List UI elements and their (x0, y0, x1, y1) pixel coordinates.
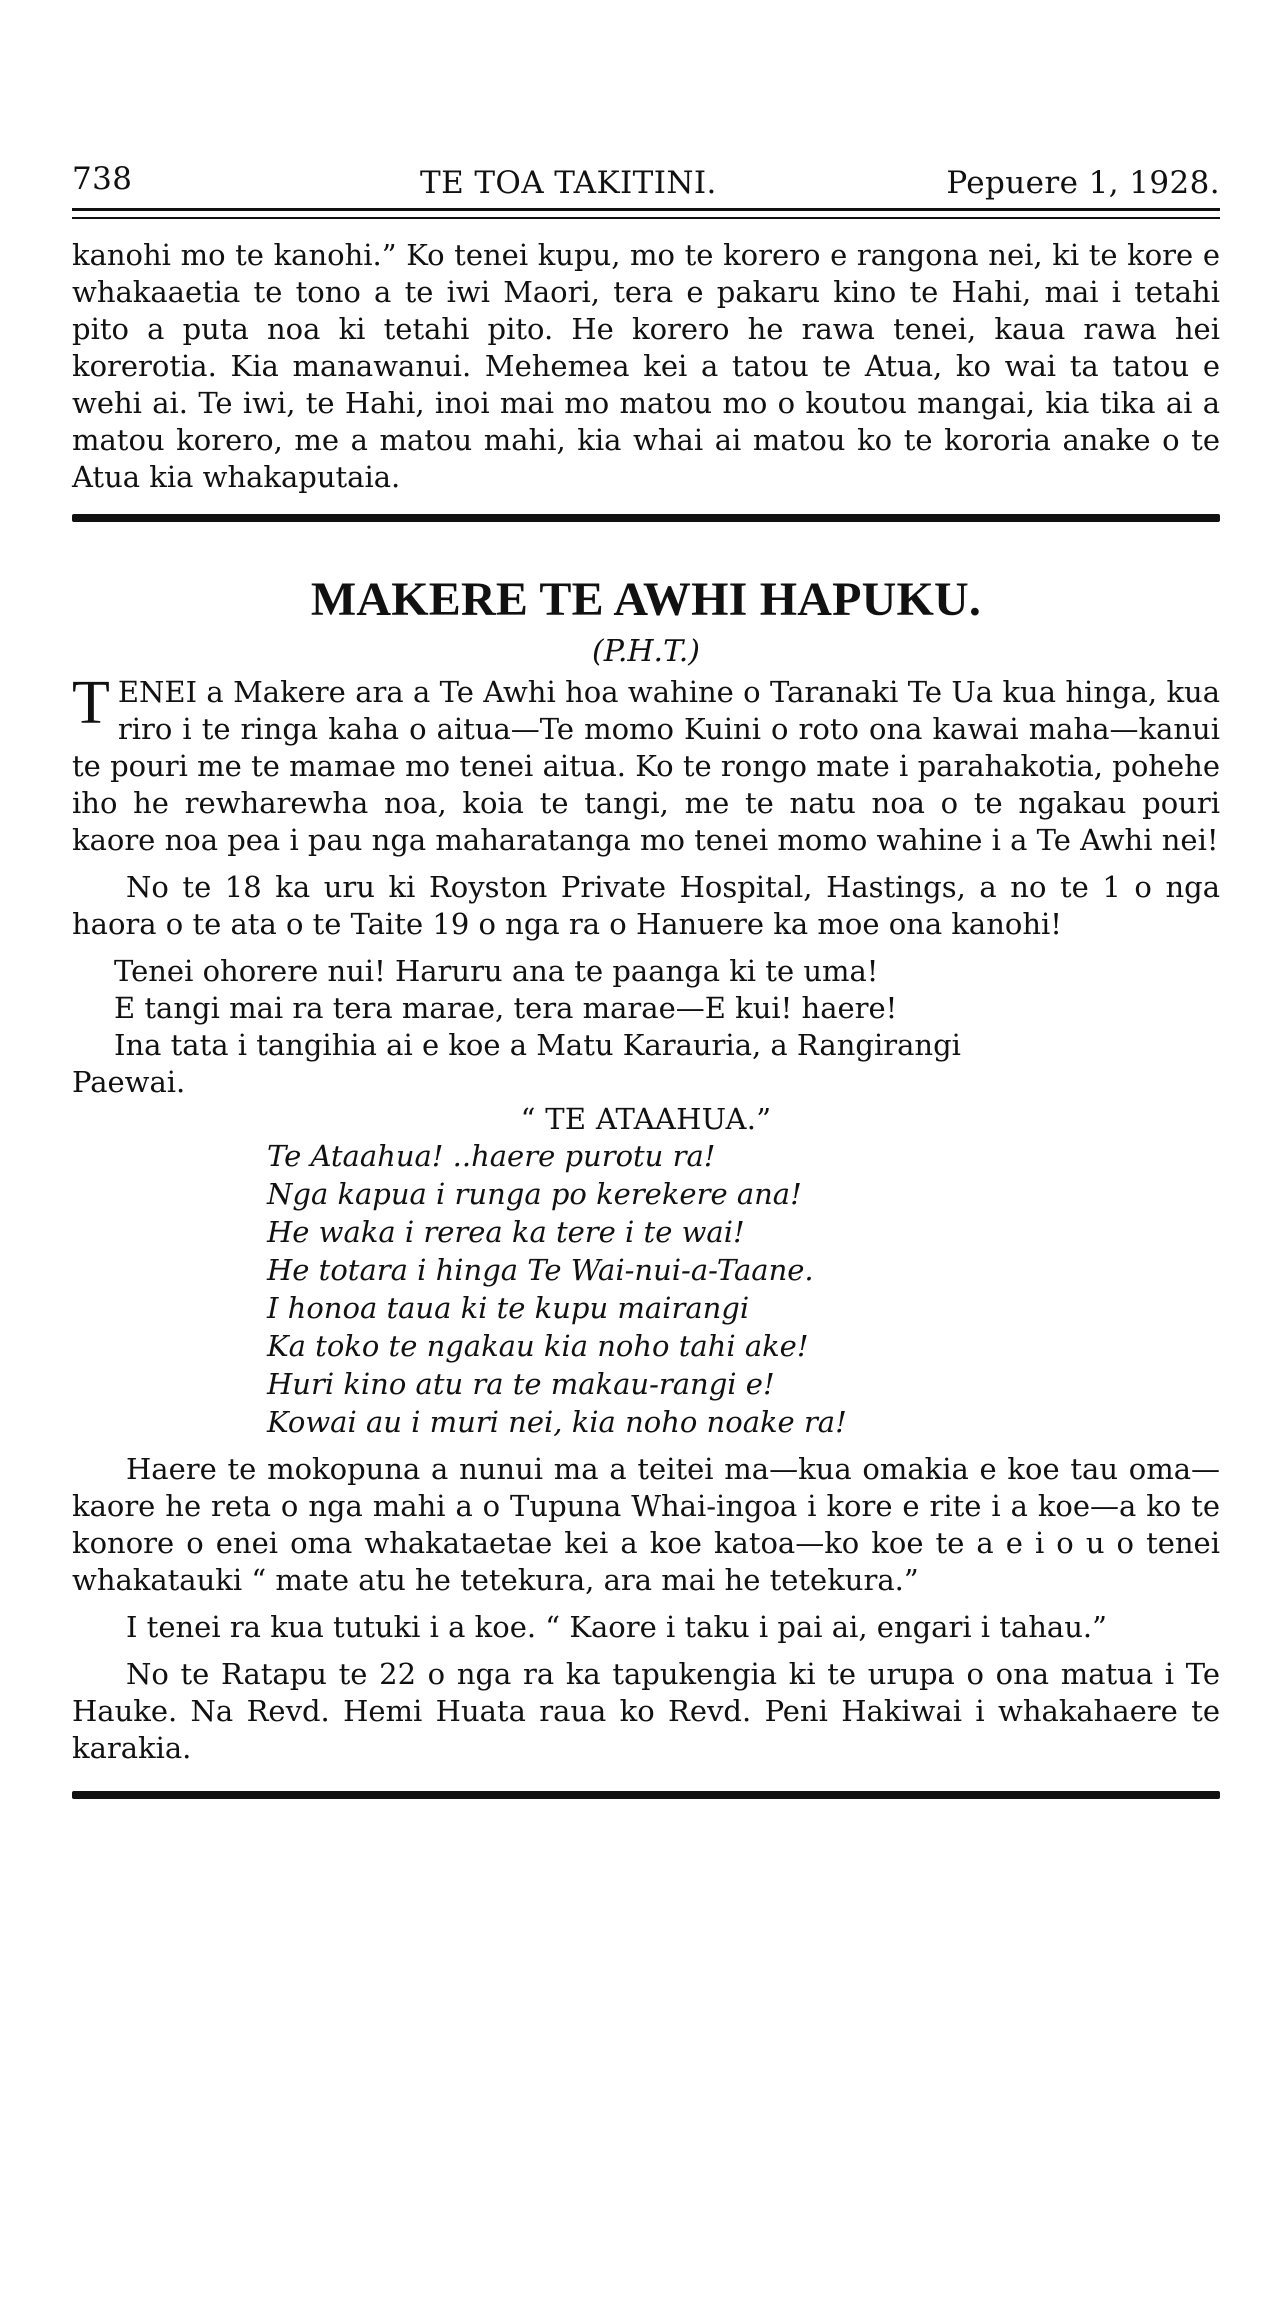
poem-line-1: Te Ataahua! ..haere purotu ra! (267, 1139, 716, 1173)
opening-paragraph (72, 669, 1220, 859)
poem-line-4: He totara i hinga Te Wai-nui-a-Taane. (267, 1253, 814, 1287)
poem-line-3: He waka i rerea ka tere i te wai! (267, 1215, 745, 1249)
page-header (72, 150, 1220, 208)
intro-section (72, 237, 1220, 496)
issue-date: Pepuere 1, 1928. (946, 165, 1220, 201)
poem-title: “ TE ATAAHUA.” (520, 1102, 772, 1136)
poem-line-5: I honoa taua ki te kupu mairangi (267, 1291, 750, 1325)
burial-paragraph: No te Ratapu te 22 o nga ra ka tapukengia ki te urupa o ona matua i Te Hauke. Na Revd. Hemi Huata raua ko Revd. Peni Hakiwai i whakahaere te karakia. (72, 1657, 1220, 1765)
poem (267, 1137, 1220, 1441)
opening-paragraph-text: ENEI a Makere ara a Te Awhi hoa wahine o Taranaki Te Ua kua hinga, kua riro i te ringa kaha o aitua—Te momo Kuini o roto ona kawai maha—kanui te pouri me te mamae mo tenei aitua. Ko te rongo mate i parahakotia, pohehe iho he rewharewha noa, koia te tangi, me te natu noa o te ngakau pouri kaore noa pea i pau nga maharatanga mo tenei momo wahine i a Te Awhi nei! (72, 675, 1220, 857)
article-byline: (P.H.T.) (592, 634, 700, 669)
lament-line-3: Ina tata i tangihia ai e koe a Matu Karauria, a Rangirangi (114, 1028, 961, 1062)
bottom-rule (72, 1791, 1220, 1799)
poem-line-7: Huri kino atu ra te makau-rangi e! (267, 1367, 775, 1401)
tribute-paragraph: Haere te mokopuna a nunui ma a teitei ma—kua omakia e koe tau oma—kaore he reta o nga mahi a o Tupuna Whai-ingoa i kore e rite i a koe—a ko te konore o enei oma whakataetae kei a koe katoa—ko koe te a e i o u o tenei whakatauki “ mate atu he tetekura, ara mai he tetekura.” (72, 1452, 1220, 1597)
dropcap-letter: T (72, 669, 110, 737)
poem-line-2: Nga kapua i runga po kerekere ana! (267, 1177, 802, 1211)
newspaper-page (72, 150, 1220, 2230)
lament-line-2: E tangi mai ra tera marae, tera marae—E kui! haere! (114, 991, 898, 1025)
article-title: MAKERE TE AWHI HAPUKU. (310, 573, 982, 626)
poem-line-6: Ka toko te ngakau kia noho tahi ake! (267, 1329, 809, 1363)
hospital-paragraph: No te 18 ka uru ki Royston Private Hospital, Hastings, a no te 1 o nga haora o te ata o te Taite 19 o nga ra o Hanuere ka moe ona kanohi! (72, 870, 1220, 941)
poem-line-8: Kowai au i muri nei, kia noho noake ra! (267, 1405, 847, 1439)
running-title: TE TOA TAKITINI. (420, 165, 717, 201)
obituary-article (72, 570, 1220, 1767)
lament-line-1: Tenei ohorere nui! Haruru ana te paanga ki te uma! (114, 954, 879, 988)
quote-paragraph: I tenei ra kua tutuki i a koe. “ Kaore i taku i pai ai, engari i tahau.” (126, 1610, 1107, 1644)
intro-paragraph: kanohi mo te kanohi.” Ko tenei kupu, mo te korero e rangona nei, ki te kore e whakaaetia te tono a te iwi Maori, tera e pakaru kino te Hahi, mai i tetahi pito a puta noa ki tetahi pito. He korero he rawa tenei, kaua rawa hei korerotia. Kia manawanui. Mehemea kei a tatou te Atua, ko wai ta tatou e wehi ai. Te iwi, te Hahi, inoi mai mo matou mo o koutou mangai, kia tika ai a matou korero, me a matou mahi, kia whai ai matou ko te kororia anake o te Atua kia whakaputaia. (72, 238, 1220, 494)
lament-line-4: Paewai. (72, 1065, 186, 1099)
page-number: 738 (72, 161, 133, 197)
section-divider (72, 514, 1220, 522)
